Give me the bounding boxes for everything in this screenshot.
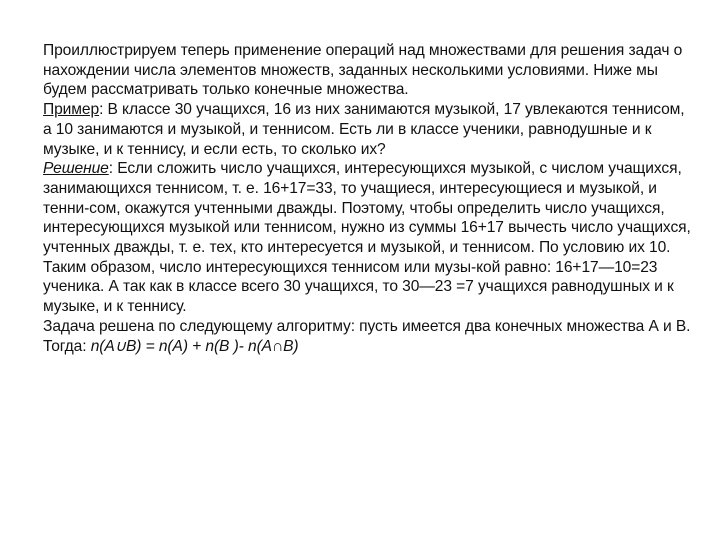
intro-paragraph: Проиллюстрируем теперь применение операций над множествами для решения задач о нахождении числа элементов множеств, заданных несколькими условиями. Ниже мы будем рассматривать только конечные множества. [43, 42, 683, 99]
conclusion-text: Задача решена по следующему алгоритму: пусть имеется два конечных множества А и В. Тогда: [43, 317, 691, 355]
text-body [43, 41, 693, 356]
example-text: : В классе 30 учащихся, 16 из них занимаются музыкой, 17 увлекаются теннисом, а 10 занимаются и музыкой, и теннисом. Есть ли в классе ученики, равнодушные и к музыке, и к теннису, и если есть, то сколько их? [43, 101, 685, 158]
solution-label: Решение [43, 160, 109, 178]
example-label: Пример [43, 101, 100, 119]
conclusion-paragraph [43, 317, 693, 356]
solution-text: : Если сложить число учащихся, интересующихся музыкой, с числом учащихся, занимающихся теннисом, т. е. 16+17=33, то учащиеся, интересующиеся и музыкой, и тенни-сом, окажутся учтенными дважды. Поэтому, чтобы определить число учащихся, интересующихся музыкой или теннисом, нужно из суммы 16+17 вычесть число учащихся, учтенных дважды, т. е. тех, кто интересуется и музыкой, и теннисом. По условию их 10. Таким образом, число интересующихся теннисом или музы-кой равно: 16+17—10=23 ученика. А так как в классе всего 30 учащихся, то 30—23 =7 учащихся равнодушных и к музыке, и к теннису. [43, 160, 691, 316]
example-paragraph [43, 100, 693, 159]
solution-paragraph [43, 159, 693, 317]
formula: n(А∪В) = n(А) + n(В )- n(А∩В) [90, 337, 299, 355]
